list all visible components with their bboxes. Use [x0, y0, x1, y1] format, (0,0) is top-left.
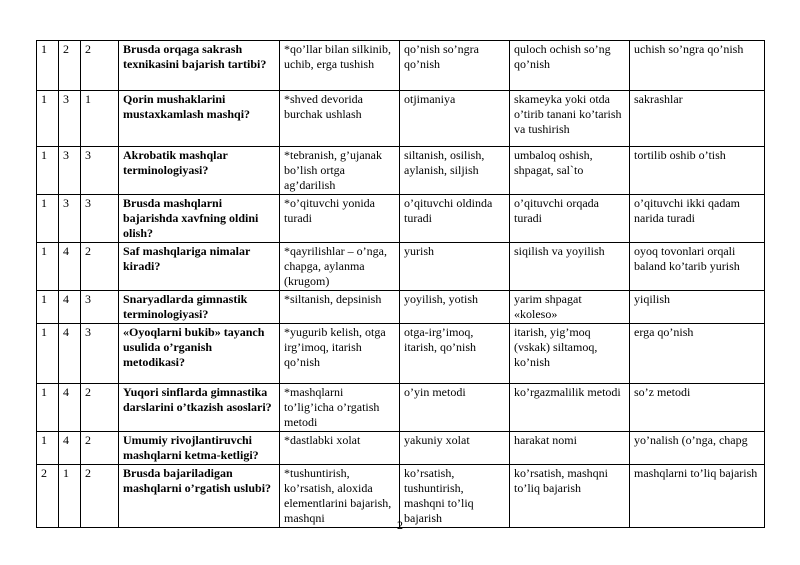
col-2-cell: 1 [59, 465, 81, 528]
answer-d-cell: o’qituvchi ikki qadam narida turadi [630, 195, 765, 243]
question-cell: Snaryadlarda gimnastik terminologiyasi? [119, 291, 280, 324]
table-row [37, 384, 765, 432]
answer-d-cell: yo’nalish (o’nga, chapg [630, 432, 765, 465]
question-cell: Akrobatik mashqlar terminologiyasi? [119, 147, 280, 195]
questions-table [36, 40, 765, 528]
question-cell: Qorin mushaklarini mustaxkamlash mashqi? [119, 91, 280, 147]
col-3-cell: 3 [81, 195, 119, 243]
table-row [37, 41, 765, 91]
answer-a-cell: *tushuntirish, ko’rsatish, aloxida elementlarini bajarish, mashqni [280, 465, 400, 528]
col-2-cell: 4 [59, 324, 81, 384]
answer-d-cell: so’z metodi [630, 384, 765, 432]
col-3-cell: 2 [81, 432, 119, 465]
col-1-cell: 1 [37, 324, 59, 384]
col-3-cell: 3 [81, 291, 119, 324]
col-2-cell: 4 [59, 291, 81, 324]
col-2-cell: 3 [59, 147, 81, 195]
answer-b-cell: o’qituvchi oldinda turadi [400, 195, 510, 243]
answer-a-cell: *siltanish, depsinish [280, 291, 400, 324]
table-row [37, 195, 765, 243]
col-3-cell: 2 [81, 243, 119, 291]
answer-c-cell: o’qituvchi orqada turadi [510, 195, 630, 243]
answer-a-cell: *yugurib kelish, otga irg’imoq, itarish qo’nish [280, 324, 400, 384]
page-number: 2 [397, 518, 403, 532]
answer-c-cell: skameyka yoki otda o’tirib tanani ko’tarish va tushirish [510, 91, 630, 147]
answer-d-cell: sakrashlar [630, 91, 765, 147]
col-1-cell: 1 [37, 41, 59, 91]
question-cell: Brusda orqaga sakrash texnikasini bajarish tartibi? [119, 41, 280, 91]
col-3-cell: 3 [81, 147, 119, 195]
answer-c-cell: quloch ochish so’ng qo’nish [510, 41, 630, 91]
col-1-cell: 1 [37, 432, 59, 465]
answer-b-cell: qo’nish so’ngra qo’nish [400, 41, 510, 91]
answer-c-cell: umbaloq oshish, shpagat, sal`to [510, 147, 630, 195]
table-row [37, 147, 765, 195]
answer-d-cell: oyoq tovonlari orqali baland ko’tarib yurish [630, 243, 765, 291]
col-1-cell: 1 [37, 384, 59, 432]
col-2-cell: 4 [59, 384, 81, 432]
answer-a-cell: *tebranish, g’ujanak bo’lish ortga ag’darilish [280, 147, 400, 195]
answer-a-cell: *qayrilishlar – o’nga, chapga, aylanma (krugom) [280, 243, 400, 291]
answer-c-cell: harakat nomi [510, 432, 630, 465]
answer-c-cell: yarim shpagat «koleso» [510, 291, 630, 324]
answer-d-cell: mashqlarni to’liq bajarish [630, 465, 765, 528]
table-row [37, 432, 765, 465]
table-row [37, 291, 765, 324]
col-2-cell: 4 [59, 243, 81, 291]
question-cell: Brusda bajariladigan mashqlarni o’rgatish uslubi? [119, 465, 280, 528]
answer-b-cell: otga-irg’imoq, itarish, qo’nish [400, 324, 510, 384]
table-row [37, 91, 765, 147]
col-2-cell: 3 [59, 195, 81, 243]
col-3-cell: 3 [81, 324, 119, 384]
answer-c-cell: itarish, yig’moq (vskak) siltamoq, ko’nish [510, 324, 630, 384]
answer-c-cell: ko’rgazmalilik metodi [510, 384, 630, 432]
answer-a-cell: *mashqlarni to’lig’icha o’rgatish metodi [280, 384, 400, 432]
col-1-cell: 1 [37, 91, 59, 147]
answer-c-cell: ko’rsatish, mashqni to’liq bajarish [510, 465, 630, 528]
answer-b-cell: otjimaniya [400, 91, 510, 147]
answer-a-cell: *qo’llar bilan silkinib, uchib, erga tushish [280, 41, 400, 91]
answer-b-cell: o’yin metodi [400, 384, 510, 432]
col-1-cell: 2 [37, 465, 59, 528]
answer-d-cell: tortilib oshib o’tish [630, 147, 765, 195]
question-cell: Yuqori sinflarda gimnastika darslarini o’tkazish asoslari? [119, 384, 280, 432]
col-1-cell: 1 [37, 291, 59, 324]
answer-d-cell: uchish so’ngra qo’nish [630, 41, 765, 91]
answer-a-cell: *shved devorida burchak ushlash [280, 91, 400, 147]
answer-b-cell: siltanish, osilish, aylanish, siljish [400, 147, 510, 195]
answer-a-cell: *dastlabki xolat [280, 432, 400, 465]
col-3-cell: 2 [81, 41, 119, 91]
question-cell: «Oyoqlarni bukib» tayanch usulida o’rganish metodikasi? [119, 324, 280, 384]
col-3-cell: 2 [81, 384, 119, 432]
answer-a-cell: *o’qituvchi yonida turadi [280, 195, 400, 243]
col-1-cell: 1 [37, 243, 59, 291]
col-2-cell: 2 [59, 41, 81, 91]
table-row [37, 324, 765, 384]
answer-b-cell: yurish [400, 243, 510, 291]
col-2-cell: 4 [59, 432, 81, 465]
col-1-cell: 1 [37, 195, 59, 243]
answer-d-cell: yiqilish [630, 291, 765, 324]
col-2-cell: 3 [59, 91, 81, 147]
answer-d-cell: erga qo’nish [630, 324, 765, 384]
table-row [37, 243, 765, 291]
answer-b-cell: ko’rsatish, tushuntirish, mashqni to’liq bajarish [400, 465, 510, 528]
col-3-cell: 2 [81, 465, 119, 528]
col-3-cell: 1 [81, 91, 119, 147]
answer-b-cell: yakuniy xolat [400, 432, 510, 465]
question-cell: Umumiy rivojlantiruvchi mashqlarni ketma-ketligi? [119, 432, 280, 465]
col-1-cell: 1 [37, 147, 59, 195]
answer-c-cell: siqilish va yoyilish [510, 243, 630, 291]
answer-b-cell: yoyilish, yotish [400, 291, 510, 324]
question-cell: Brusda mashqlarni bajarishda xavfning oldini olish? [119, 195, 280, 243]
question-cell: Saf mashqlariga nimalar kiradi? [119, 243, 280, 291]
